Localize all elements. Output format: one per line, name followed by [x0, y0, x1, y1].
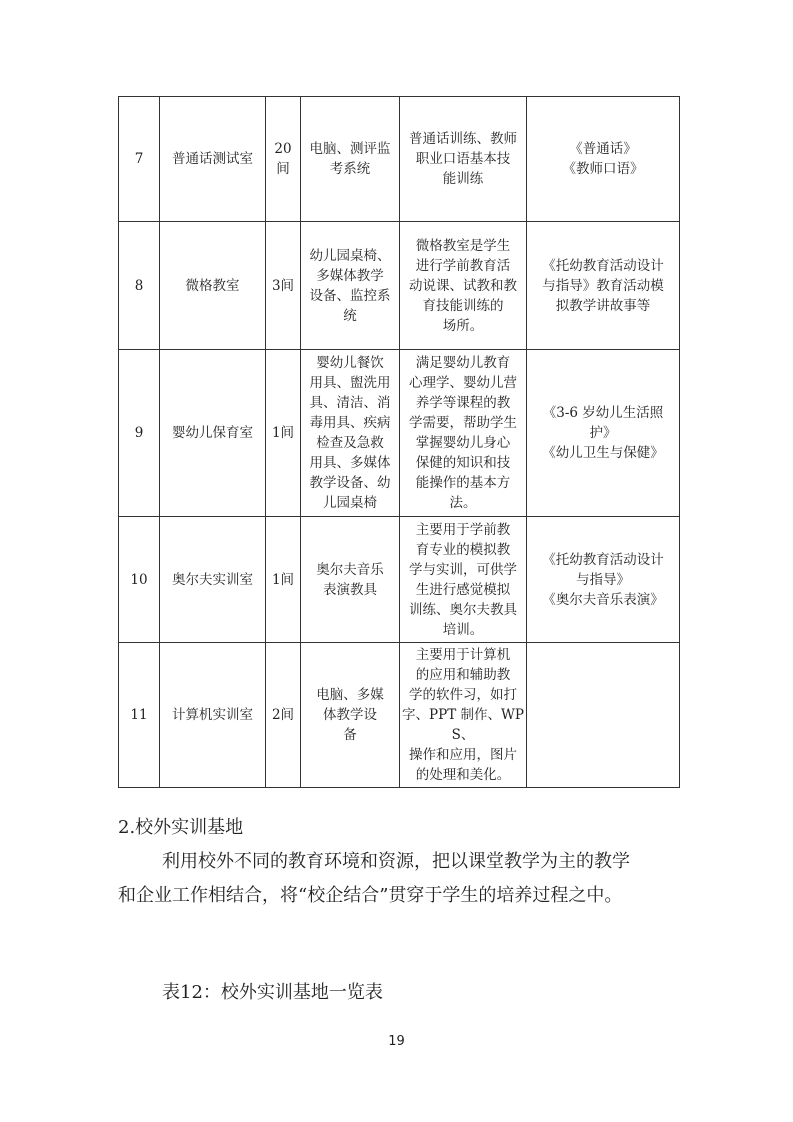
quantity-cell: 2间: [266, 643, 301, 788]
table-body: [119, 97, 680, 788]
equipment-cell: [301, 222, 400, 350]
room-name-cell: 普通话测试室: [160, 97, 266, 222]
courses-cell-line: 护》: [589, 425, 617, 441]
equipment-cell-line: 备: [343, 727, 357, 743]
equipment-cell: [301, 517, 400, 643]
function-cell: [400, 517, 527, 643]
courses-cell: [527, 350, 680, 517]
function-cell-line: 能训练: [442, 171, 484, 187]
quantity-cell: 1间: [266, 517, 301, 643]
equipment-cell-line: 婴幼儿餐饮: [316, 355, 384, 371]
quantity-cell: 3间: [266, 222, 301, 350]
table-caption: 表12：校外实训基地一览表: [162, 982, 383, 1003]
room-name-cell: 奥尔夫实训室: [160, 517, 266, 643]
function-cell-line: 的处理和美化。: [415, 767, 511, 783]
equipment-cell-line: 奥尔夫音乐: [316, 561, 384, 578]
equipment-cell-line: 用具、多媒体: [309, 455, 391, 471]
function-cell-line: 满足婴幼儿教育: [415, 355, 511, 371]
section-heading: 2.校外实训基地: [118, 817, 244, 838]
function-cell-line: 操作和应用，图片: [409, 747, 517, 763]
paragraph-line-2: 和企业工作相结合，将“校企结合”贯穿于学生的培养过程之中。: [118, 885, 623, 906]
row-number-cell: 10: [119, 517, 160, 643]
equipment-cell-line: 检查及急救: [316, 435, 384, 451]
function-cell: [400, 350, 527, 517]
table-row: [119, 517, 680, 643]
equipment-cell-line: 电脑、测评监: [309, 141, 391, 157]
table-row: [119, 350, 680, 517]
body-paragraph: [118, 845, 678, 913]
courses-cell-line: 《3-6 岁幼儿生活照: [542, 405, 664, 421]
courses-cell-line: 《幼儿卫生与保健》: [542, 445, 664, 461]
function-cell-line: 能操作的基本方: [415, 475, 511, 491]
equipment-cell-line: 设备、监控系: [309, 287, 391, 304]
row-number-cell: 7: [119, 97, 160, 222]
function-cell-line: 育专业的模拟教: [415, 541, 511, 558]
function-cell-line: 主要用于学前教: [415, 521, 511, 538]
equipment-cell-line: 体教学设: [323, 707, 377, 723]
function-cell-line: 法。: [449, 495, 477, 511]
courses-cell-line: 拟教学讲故事等: [555, 297, 651, 314]
courses-cell-line: 与指导》: [576, 571, 630, 588]
function-cell-line: 养学等课程的教: [415, 395, 511, 411]
equipment-cell-line: 用具、盥洗用: [309, 375, 391, 391]
paragraph-line-1: 利用校外不同的教育环境和资源，把以课堂教学为主的教学: [162, 851, 630, 872]
table-row: [119, 643, 680, 788]
row-number-cell: 11: [119, 643, 160, 788]
page-number: 19: [388, 1034, 405, 1049]
function-cell-line: 训练、奥尔夫教具: [409, 601, 517, 618]
function-cell-line: 掌握婴幼儿身心: [415, 435, 511, 451]
function-cell-line: 学的软件习，如打: [409, 687, 517, 703]
equipment-cell-line: 毒用具、疾病: [309, 415, 391, 431]
equipment-cell-line: 多媒体教学: [316, 267, 384, 284]
quantity-cell: 20间: [266, 97, 301, 222]
row-number-cell: 9: [119, 350, 160, 517]
function-cell-line: 场所。: [442, 317, 484, 334]
function-cell-line: 字、PPT 制作、WPS、: [402, 707, 524, 743]
equipment-cell-line: 具、清洁、消: [309, 395, 391, 411]
function-cell-line: 学与实训，可供学: [409, 561, 517, 578]
function-cell-line: 主要用于计算机: [415, 647, 511, 663]
function-cell: [400, 643, 527, 788]
table-row: [119, 97, 680, 222]
equipment-cell-line: 电脑、多媒: [316, 687, 384, 703]
courses-cell-line: 与指导》教育活动模: [542, 277, 664, 294]
courses-cell: [527, 222, 680, 350]
equipment-cell: [301, 643, 400, 788]
function-cell-line: 生进行感觉模拟: [415, 581, 511, 598]
room-name-cell: 微格教室: [160, 222, 266, 350]
equipment-cell-line: 考系统: [329, 161, 371, 177]
function-cell-line: 普通话训练、教师: [409, 131, 517, 147]
function-cell-line: 保健的知识和技: [415, 455, 511, 471]
courses-cell-line: 《教师口语》: [562, 161, 644, 177]
courses-cell-line: 《托幼教育活动设计: [542, 551, 664, 568]
courses-cell: [527, 97, 680, 222]
room-name-cell: 计算机实训室: [160, 643, 266, 788]
function-cell-line: 的应用和辅助教: [415, 667, 511, 683]
function-cell-line: 进行学前教育活: [415, 257, 511, 274]
courses-cell: [527, 643, 680, 788]
equipment-cell-line: 表演教具: [323, 581, 377, 598]
courses-cell-line: 《奥尔夫音乐表演》: [542, 591, 664, 608]
courses-cell-line: 《托幼教育活动设计: [542, 257, 664, 274]
function-cell-line: 微格教室是学生: [415, 237, 511, 254]
equipment-cell-line: 教学设备、幼: [309, 475, 391, 491]
function-cell: [400, 97, 527, 222]
training-room-table: [118, 96, 680, 788]
function-cell: [400, 222, 527, 350]
table-row: [119, 222, 680, 350]
courses-cell: [527, 517, 680, 643]
function-cell-line: 学需要，帮助学生: [409, 415, 517, 431]
equipment-cell-line: 幼儿园桌椅、: [309, 247, 391, 264]
equipment-cell: [301, 350, 400, 517]
function-cell-line: 心理学、婴幼儿营: [409, 375, 517, 391]
quantity-cell: 1间: [266, 350, 301, 517]
row-number-cell: 8: [119, 222, 160, 350]
function-cell-line: 育技能训练的: [422, 297, 504, 314]
courses-cell-line: 《普通话》: [569, 141, 637, 157]
function-cell-line: 动说课、试教和教: [409, 277, 517, 294]
function-cell-line: 培训。: [442, 621, 484, 638]
function-cell-line: 职业口语基本技: [415, 151, 511, 167]
room-name-cell: 婴幼儿保育室: [160, 350, 266, 517]
equipment-cell-line: 统: [343, 307, 357, 324]
equipment-cell: [301, 97, 400, 222]
equipment-cell-line: 儿园桌椅: [323, 495, 377, 511]
